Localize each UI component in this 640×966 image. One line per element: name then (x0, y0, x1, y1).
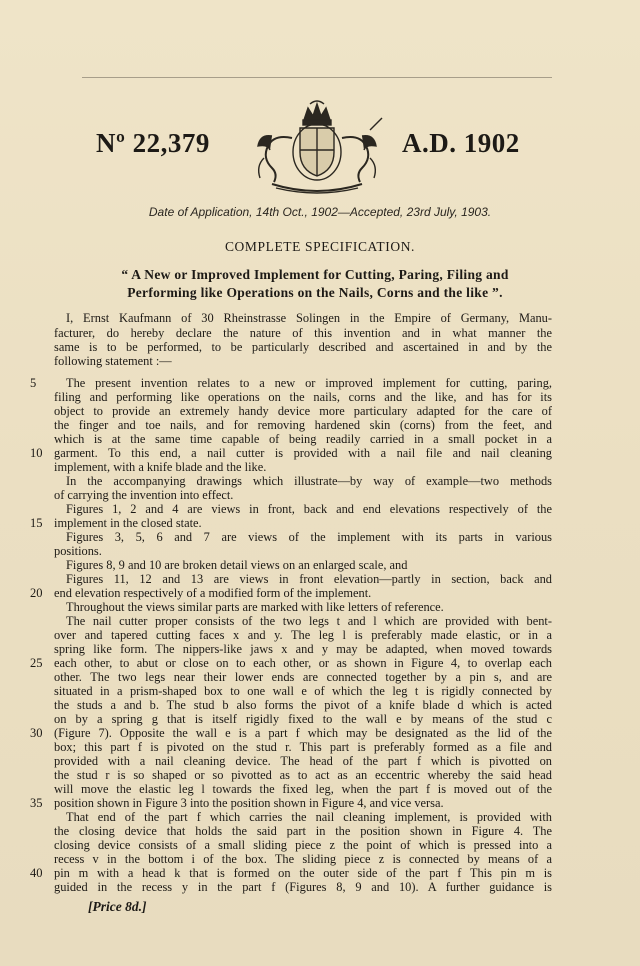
application-dates: Date of Application, 14th Oct., 1902—Accepted, 23rd July, 1903. (148, 205, 492, 219)
body-line: Figures 1, 2 and 4 are views in front, back and end elevations respectively of the (66, 502, 552, 516)
title-line: “ A New or Improved Implement for Cutting, Paring, Filing and (121, 267, 509, 282)
body-line: implement, with a knife blade and the like. (54, 460, 267, 474)
body-line: The present invention relates to a new or improved implement for cutting, paring, (66, 376, 552, 390)
body-line: The nail cutter proper consists of the two legs t and l which are provided with bent- (66, 614, 552, 628)
line-number: 30 (30, 726, 43, 740)
spec-heading: COMPLETE SPECIFICATION. (224, 239, 416, 254)
body-line: of carrying the invention into effect. (54, 488, 234, 502)
body-line: filing and performing like operations on the nails, corns and the like, and has for its (54, 390, 552, 404)
body-line: implement in the closed state. (54, 516, 202, 530)
top-rule (82, 77, 552, 78)
invention-title (60, 266, 570, 302)
body-line: each other, to abut or close on to each other, or as shown in Figure 4, to overlap each (54, 656, 552, 670)
body-line: same is to be performed, to be particularly described and ascertained in and by the (54, 340, 552, 354)
body-line: provided with a nail cleaning device. The head of the part f which is pivotted on (54, 754, 552, 768)
body-line: recess v in the bottom i of the box. The sliding piece z is connected by means of a (54, 852, 552, 866)
body-line: Figures 11, 12 and 13 are views in front elevation—partly in section, back and (66, 572, 552, 586)
body-line: object to provide an extremely handy device more particulary adapted for the care of (54, 404, 552, 418)
body-line: I, Ernst Kaufmann of 30 Rheinstrasse Solingen in the Empire of Germany, Manu- (66, 311, 552, 325)
title-line: Performing like Operations on the Nails, Corns and the like ”. (127, 285, 503, 300)
body-line: the finger and toe nails, and for removing hardened skin (corns) from the feet, and (54, 418, 552, 432)
body-line: guided in the recess y in the part f (Figures 8, 9 and 10). A further guidance is (54, 880, 552, 894)
body-line: Figures 3, 5, 6 and 7 are views of the implement with its parts in various (66, 530, 552, 544)
line-number: 10 (30, 446, 43, 460)
body-line: the stud r is so shaped or so pivotted as to act as an eccentric whereby the said head (54, 768, 552, 782)
line-number: 25 (30, 656, 43, 670)
body-line: positions. (54, 544, 102, 558)
body-line: situated in a prism-shaped box to one wall e of which the leg t is rigidly connected by (54, 684, 552, 698)
line-number: 35 (30, 796, 43, 810)
body-line: will move the elastic leg l towards the fixed leg, when the part f is moved out of the (54, 782, 552, 796)
body-line: facturer, do hereby declare the nature of this invention and in what manner the (54, 326, 552, 340)
body-line: That end of the part f which carries the nail cleaning implement, is provided with (66, 810, 552, 824)
body-line: garment. To this end, a nail cutter is provided with a nail file and nail cleaning (54, 446, 552, 460)
body-line: closing device consists of a small sliding piece z the point of which is pressed into a (54, 838, 552, 852)
body-line: (Figure 7). Opposite the wall e is a part f which may be designated as the lid of the (54, 726, 552, 740)
body-line: following statement :— (54, 354, 172, 368)
body-line: Throughout the views similar parts are marked with like letters of reference. (66, 600, 444, 614)
body-line: over and tapered cutting faces x and y. The leg l is preferably made elastic, or in a (54, 628, 552, 642)
body-line: In the accompanying drawings which illustrate—by way of example—two methods (66, 474, 552, 488)
body-line: box; this part f is pivoted on the stud r. This part is preferably formed as a file and (54, 740, 552, 754)
line-number: 5 (30, 376, 37, 390)
price: [Price 8d.] (88, 899, 147, 914)
body-line: on by a spring g that is itself rigidly fixed to the wall e by means of the stud c (54, 712, 552, 726)
body-line: pin m with a head k that is formed on the outer side of the part f This pin m is (54, 866, 552, 880)
body-line: the closing device that holds the said part in the position shown in Figure 4. The (54, 824, 552, 838)
line-number: 40 (30, 866, 43, 880)
body-line: position shown in Figure 3 into the position shown in Figure 4, and vice versa. (54, 796, 444, 810)
body-line: other. The two legs near their lower ends are connected together by a pin s, and are (54, 670, 552, 684)
body-line: Figures 8, 9 and 10 are broken detail views on an enlarged scale, and (66, 558, 408, 572)
line-number: 20 (30, 586, 43, 600)
year: A.D. 1902 (402, 128, 520, 158)
body-line: end elevation respectively of a modified form of the implement. (54, 586, 372, 600)
patent-number: Nº 22,379 (96, 128, 210, 158)
body-line: spring like form. The nippers-like jaws x and y may be adapted, when moved towards (54, 642, 552, 656)
body-line: the studs a and b. The stud b also forms the pivot of a knife blade d which is acted (54, 698, 552, 712)
line-number: 15 (30, 516, 43, 530)
body-line: which is at the same time capable of being readily carried in a small pocket in a (54, 432, 552, 446)
royal-crest-icon (242, 98, 392, 194)
